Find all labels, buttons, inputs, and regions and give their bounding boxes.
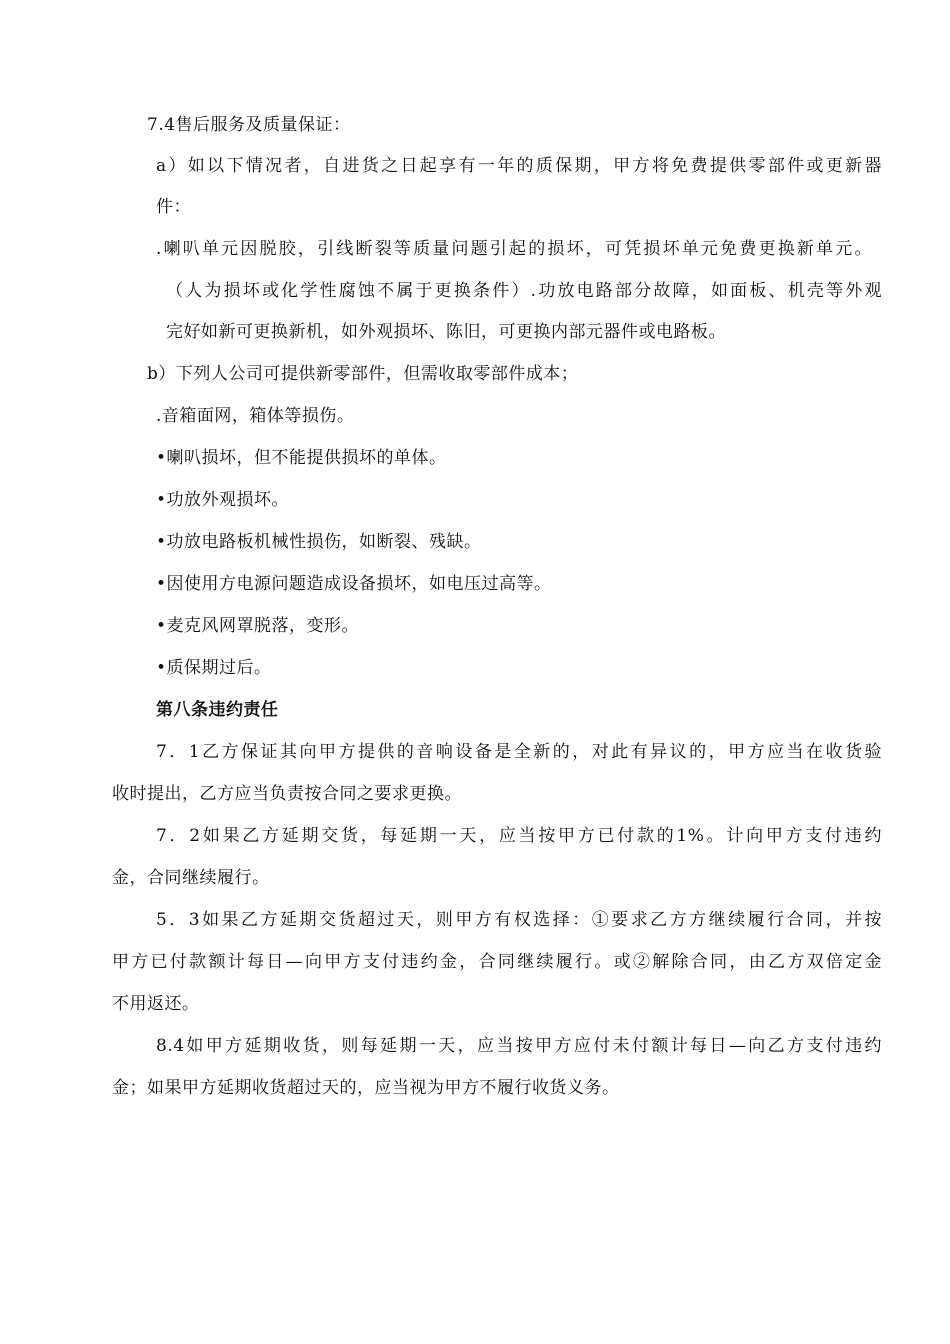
list-item: .音箱面网，箱体等损伤。 xyxy=(156,406,355,426)
list-item: •麦克风网罩脱落，变形。 xyxy=(156,616,360,636)
paragraph-4-line-2: 金；如果甲方延期收货超过天的，应当视为甲方不履行收货义务。 xyxy=(112,1078,620,1098)
item-b: b）下列人公司可提供新零部件，但需收取零部件成本； xyxy=(147,364,579,384)
list-item: •功放外观损坏。 xyxy=(156,490,290,510)
paragraph-1-line-2: 收时提出，乙方应当负责按合同之要求更换。 xyxy=(112,784,462,804)
bullet-1-line-1: .喇叭单元因脱胶，引线断裂等质量问题引起的损坏，可凭损坏单元免费更换新单元。 xyxy=(156,239,872,259)
paragraph-3-line-2: 甲方已付款额计每日—向甲方支付违约金，合同继续履行。或②解除合同，由乙方双倍定金 xyxy=(112,952,882,972)
paragraph-3-line-3: 不用返还。 xyxy=(112,994,200,1014)
paragraph-2-line-2: 金，合同继续履行。 xyxy=(112,868,270,888)
section-7-4-title: 7.4售后服务及质量保证： xyxy=(147,115,351,135)
list-item: •因使用方电源问题造成设备损坏，如电压过高等。 xyxy=(156,574,552,594)
list-item: •质保期过后。 xyxy=(156,658,272,678)
item-a-line-2: 件： xyxy=(156,197,191,217)
paragraph-2-line-1: 7．2如果乙方延期交货，每延期一天，应当按甲方已付款的1%。计向甲方支付违约 xyxy=(156,826,882,846)
paragraph-4-line-1: 8.4如甲方延期收货，则每延期一天，应当按甲方应付未付额计每日—向乙方支付违约 xyxy=(156,1036,882,1056)
paragraph-3-line-1: 5．3如果乙方延期交货超过天，则甲方有权选择：①要求乙方方继续履行合同，并按 xyxy=(156,910,882,930)
list-item: •功放电路板机械性损伤，如断裂、残缺。 xyxy=(156,532,482,552)
item-a-line-1: a）如以下情况者，自进货之日起享有一年的质保期，甲方将免费提供零部件或更新器 xyxy=(156,156,882,176)
bullet-1-line-3: 完好如新可更换新机，如外观损坏、陈旧，可更换内部元器件或电路板。 xyxy=(166,322,726,342)
paragraph-1-line-1: 7．1乙方保证其向甲方提供的音响设备是全新的，对此有异议的，甲方应当在收货验 xyxy=(156,742,882,762)
list-item: •喇叭损坏，但不能提供损坏的单体。 xyxy=(156,448,447,468)
section-8-title: 第八条违约责任 xyxy=(156,700,279,720)
bullet-1-line-2: （人为损坏或化学性腐蚀不属于更换条件）.功放电路部分故障，如面板、机壳等外观 xyxy=(166,281,882,301)
